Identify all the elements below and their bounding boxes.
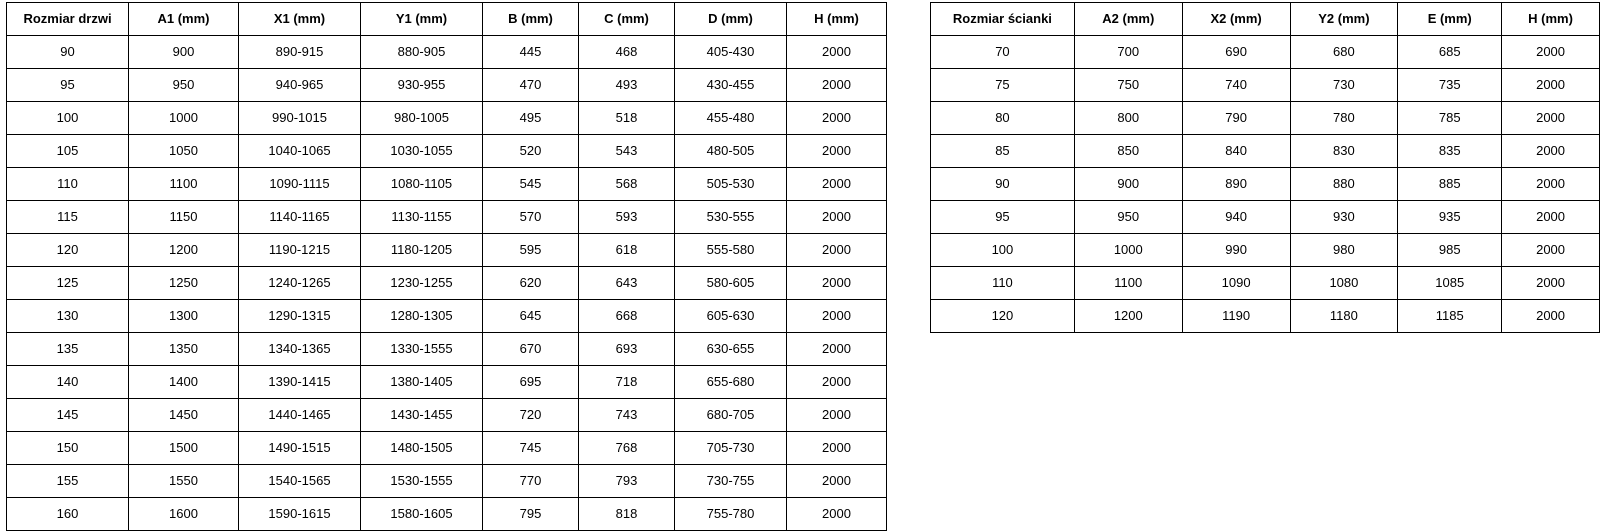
table-cell: 430-455	[675, 69, 787, 102]
table-cell: 1090	[1182, 267, 1290, 300]
table-cell: 1450	[129, 399, 239, 432]
table-cell: 145	[7, 399, 129, 432]
table-cell: 1080	[1290, 267, 1398, 300]
door-table-header	[7, 3, 887, 36]
table-cell: 568	[579, 168, 675, 201]
table-cell: 2000	[1502, 267, 1600, 300]
door-table-body	[7, 36, 887, 531]
table-cell: 643	[579, 267, 675, 300]
table-cell: 110	[7, 168, 129, 201]
table-cell: 1300	[129, 300, 239, 333]
table-row	[931, 135, 1600, 168]
table-cell: 85	[931, 135, 1075, 168]
table-row	[931, 201, 1600, 234]
table-cell: 2000	[787, 432, 887, 465]
table-cell: 160	[7, 498, 129, 531]
table-cell: 670	[483, 333, 579, 366]
table-cell: 1030-1055	[361, 135, 483, 168]
table-cell: 695	[483, 366, 579, 399]
table-cell: 1380-1405	[361, 366, 483, 399]
table-cell: 1000	[1074, 234, 1182, 267]
table-cell: 1350	[129, 333, 239, 366]
table-cell: 2000	[787, 366, 887, 399]
table-cell: 880-905	[361, 36, 483, 69]
table-cell: 1250	[129, 267, 239, 300]
table-cell: 1530-1555	[361, 465, 483, 498]
table-row	[931, 168, 1600, 201]
table-cell: 1180-1205	[361, 234, 483, 267]
table-cell: 980	[1290, 234, 1398, 267]
table-cell: 1190-1215	[239, 234, 361, 267]
table-cell: 2000	[787, 135, 887, 168]
table-cell: 445	[483, 36, 579, 69]
table-cell: 125	[7, 267, 129, 300]
table-cell: 818	[579, 498, 675, 531]
table-cell: 2000	[787, 102, 887, 135]
table-row	[7, 234, 887, 267]
table-cell: 1480-1505	[361, 432, 483, 465]
table-cell: 105	[7, 135, 129, 168]
table-cell: 2000	[1502, 36, 1600, 69]
table-cell: 2000	[787, 69, 887, 102]
table-cell: 80	[931, 102, 1075, 135]
table-cell: 470	[483, 69, 579, 102]
table-cell: 880	[1290, 168, 1398, 201]
table-row	[931, 234, 1600, 267]
table-cell: 100	[7, 102, 129, 135]
table-cell: 1400	[129, 366, 239, 399]
table-cell: 100	[931, 234, 1075, 267]
table-cell: 555-580	[675, 234, 787, 267]
table-cell: 745	[483, 432, 579, 465]
table-cell: 2000	[1502, 69, 1600, 102]
table-row	[7, 465, 887, 498]
table-cell: 495	[483, 102, 579, 135]
table-header-row	[931, 3, 1600, 36]
table-cell: 1540-1565	[239, 465, 361, 498]
table-cell: 593	[579, 201, 675, 234]
table-cell: 1190	[1182, 300, 1290, 333]
table-cell: 1130-1155	[361, 201, 483, 234]
table-cell: 75	[931, 69, 1075, 102]
column-header: Rozmiar ścianki	[931, 3, 1075, 36]
table-cell: 2000	[787, 333, 887, 366]
table-cell: 890	[1182, 168, 1290, 201]
table-cell: 1600	[129, 498, 239, 531]
table-row	[7, 300, 887, 333]
table-row	[931, 267, 1600, 300]
table-cell: 150	[7, 432, 129, 465]
table-cell: 1390-1415	[239, 366, 361, 399]
table-cell: 630-655	[675, 333, 787, 366]
table-cell: 940	[1182, 201, 1290, 234]
table-cell: 740	[1182, 69, 1290, 102]
table-cell: 2000	[787, 201, 887, 234]
table-cell: 405-430	[675, 36, 787, 69]
table-cell: 1490-1515	[239, 432, 361, 465]
table-cell: 1340-1365	[239, 333, 361, 366]
table-cell: 1280-1305	[361, 300, 483, 333]
table-cell: 720	[483, 399, 579, 432]
table-row	[931, 69, 1600, 102]
table-cell: 1240-1265	[239, 267, 361, 300]
table-cell: 1000	[129, 102, 239, 135]
table-cell: 135	[7, 333, 129, 366]
table-cell: 750	[1074, 69, 1182, 102]
table-cell: 935	[1398, 201, 1502, 234]
table-cell: 730-755	[675, 465, 787, 498]
table-cell: 793	[579, 465, 675, 498]
table-cell: 900	[129, 36, 239, 69]
table-cell: 930-955	[361, 69, 483, 102]
table-cell: 693	[579, 333, 675, 366]
table-cell: 455-480	[675, 102, 787, 135]
table-cell: 2000	[1502, 234, 1600, 267]
table-cell: 785	[1398, 102, 1502, 135]
table-row	[931, 300, 1600, 333]
table-cell: 2000	[787, 498, 887, 531]
column-header: C (mm)	[579, 3, 675, 36]
table-cell: 705-730	[675, 432, 787, 465]
table-cell: 1230-1255	[361, 267, 483, 300]
table-cell: 2000	[787, 168, 887, 201]
column-header: Rozmiar drzwi	[7, 3, 129, 36]
table-cell: 850	[1074, 135, 1182, 168]
table-cell: 2000	[1502, 102, 1600, 135]
table-cell: 1085	[1398, 267, 1502, 300]
table-cell: 735	[1398, 69, 1502, 102]
table-cell: 780	[1290, 102, 1398, 135]
table-cell: 115	[7, 201, 129, 234]
table-cell: 800	[1074, 102, 1182, 135]
table-cell: 840	[1182, 135, 1290, 168]
wall-size-table	[930, 2, 1600, 333]
table-cell: 95	[7, 69, 129, 102]
table-cell: 130	[7, 300, 129, 333]
table-cell: 885	[1398, 168, 1502, 201]
table-cell: 1580-1605	[361, 498, 483, 531]
table-cell: 950	[1074, 201, 1182, 234]
table-header-row	[7, 3, 887, 36]
table-cell: 2000	[1502, 168, 1600, 201]
table-cell: 1180	[1290, 300, 1398, 333]
table-cell: 110	[931, 267, 1075, 300]
table-cell: 770	[483, 465, 579, 498]
column-header: A1 (mm)	[129, 3, 239, 36]
table-cell: 685	[1398, 36, 1502, 69]
table-cell: 755-780	[675, 498, 787, 531]
table-cell: 468	[579, 36, 675, 69]
table-cell: 1050	[129, 135, 239, 168]
table-cell: 2000	[787, 465, 887, 498]
table-cell: 1200	[1074, 300, 1182, 333]
table-cell: 530-555	[675, 201, 787, 234]
column-header: A2 (mm)	[1074, 3, 1182, 36]
table-cell: 1290-1315	[239, 300, 361, 333]
table-cell: 980-1005	[361, 102, 483, 135]
table-row	[7, 36, 887, 69]
table-cell: 940-965	[239, 69, 361, 102]
table-cell: 90	[7, 36, 129, 69]
wall-table-body	[931, 36, 1600, 333]
wall-size-table-container	[930, 2, 1600, 333]
table-cell: 743	[579, 399, 675, 432]
wall-table-header	[931, 3, 1600, 36]
door-size-table-container	[6, 2, 887, 531]
table-row	[7, 399, 887, 432]
table-cell: 890-915	[239, 36, 361, 69]
table-cell: 595	[483, 234, 579, 267]
table-cell: 835	[1398, 135, 1502, 168]
table-cell: 2000	[1502, 135, 1600, 168]
table-row	[7, 168, 887, 201]
column-header: X1 (mm)	[239, 3, 361, 36]
column-header: H (mm)	[1502, 3, 1600, 36]
table-cell: 1090-1115	[239, 168, 361, 201]
column-header: B (mm)	[483, 3, 579, 36]
door-size-table	[6, 2, 887, 531]
column-header: D (mm)	[675, 3, 787, 36]
table-cell: 493	[579, 69, 675, 102]
table-cell: 570	[483, 201, 579, 234]
table-cell: 2000	[787, 300, 887, 333]
table-cell: 543	[579, 135, 675, 168]
table-cell: 545	[483, 168, 579, 201]
table-row	[7, 135, 887, 168]
table-cell: 518	[579, 102, 675, 135]
table-cell: 580-605	[675, 267, 787, 300]
table-cell: 768	[579, 432, 675, 465]
table-cell: 505-530	[675, 168, 787, 201]
table-cell: 95	[931, 201, 1075, 234]
column-header: Y2 (mm)	[1290, 3, 1398, 36]
table-cell: 1040-1065	[239, 135, 361, 168]
table-cell: 618	[579, 234, 675, 267]
table-cell: 2000	[787, 234, 887, 267]
table-cell: 1100	[1074, 267, 1182, 300]
table-cell: 70	[931, 36, 1075, 69]
table-cell: 680	[1290, 36, 1398, 69]
table-cell: 140	[7, 366, 129, 399]
table-cell: 620	[483, 267, 579, 300]
table-row	[7, 201, 887, 234]
table-cell: 718	[579, 366, 675, 399]
table-cell: 950	[129, 69, 239, 102]
table-cell: 690	[1182, 36, 1290, 69]
table-cell: 155	[7, 465, 129, 498]
table-cell: 1440-1465	[239, 399, 361, 432]
table-cell: 645	[483, 300, 579, 333]
table-cell: 120	[931, 300, 1075, 333]
table-cell: 830	[1290, 135, 1398, 168]
table-cell: 2000	[787, 36, 887, 69]
table-cell: 668	[579, 300, 675, 333]
table-row	[7, 267, 887, 300]
table-cell: 680-705	[675, 399, 787, 432]
table-cell: 1100	[129, 168, 239, 201]
table-cell: 605-630	[675, 300, 787, 333]
table-row	[931, 36, 1600, 69]
table-cell: 480-505	[675, 135, 787, 168]
table-cell: 1185	[1398, 300, 1502, 333]
table-cell: 1500	[129, 432, 239, 465]
table-cell: 90	[931, 168, 1075, 201]
table-cell: 1330-1555	[361, 333, 483, 366]
table-row	[7, 69, 887, 102]
table-row	[931, 102, 1600, 135]
table-cell: 2000	[1502, 201, 1600, 234]
table-cell: 2000	[787, 399, 887, 432]
table-cell: 1150	[129, 201, 239, 234]
table-cell: 900	[1074, 168, 1182, 201]
table-row	[7, 366, 887, 399]
table-cell: 2000	[1502, 300, 1600, 333]
table-cell: 1590-1615	[239, 498, 361, 531]
table-cell: 655-680	[675, 366, 787, 399]
table-cell: 985	[1398, 234, 1502, 267]
table-cell: 990-1015	[239, 102, 361, 135]
column-header: X2 (mm)	[1182, 3, 1290, 36]
table-row	[7, 102, 887, 135]
column-header: E (mm)	[1398, 3, 1502, 36]
table-row	[7, 333, 887, 366]
table-cell: 990	[1182, 234, 1290, 267]
table-cell: 700	[1074, 36, 1182, 69]
table-row	[7, 498, 887, 531]
column-header: Y1 (mm)	[361, 3, 483, 36]
table-cell: 120	[7, 234, 129, 267]
table-cell: 730	[1290, 69, 1398, 102]
table-cell: 930	[1290, 201, 1398, 234]
table-cell: 790	[1182, 102, 1290, 135]
table-cell: 795	[483, 498, 579, 531]
table-cell: 1140-1165	[239, 201, 361, 234]
column-header: H (mm)	[787, 3, 887, 36]
table-cell: 1550	[129, 465, 239, 498]
table-row	[7, 432, 887, 465]
table-cell: 520	[483, 135, 579, 168]
table-cell: 1080-1105	[361, 168, 483, 201]
table-cell: 1430-1455	[361, 399, 483, 432]
table-cell: 1200	[129, 234, 239, 267]
table-cell: 2000	[787, 267, 887, 300]
